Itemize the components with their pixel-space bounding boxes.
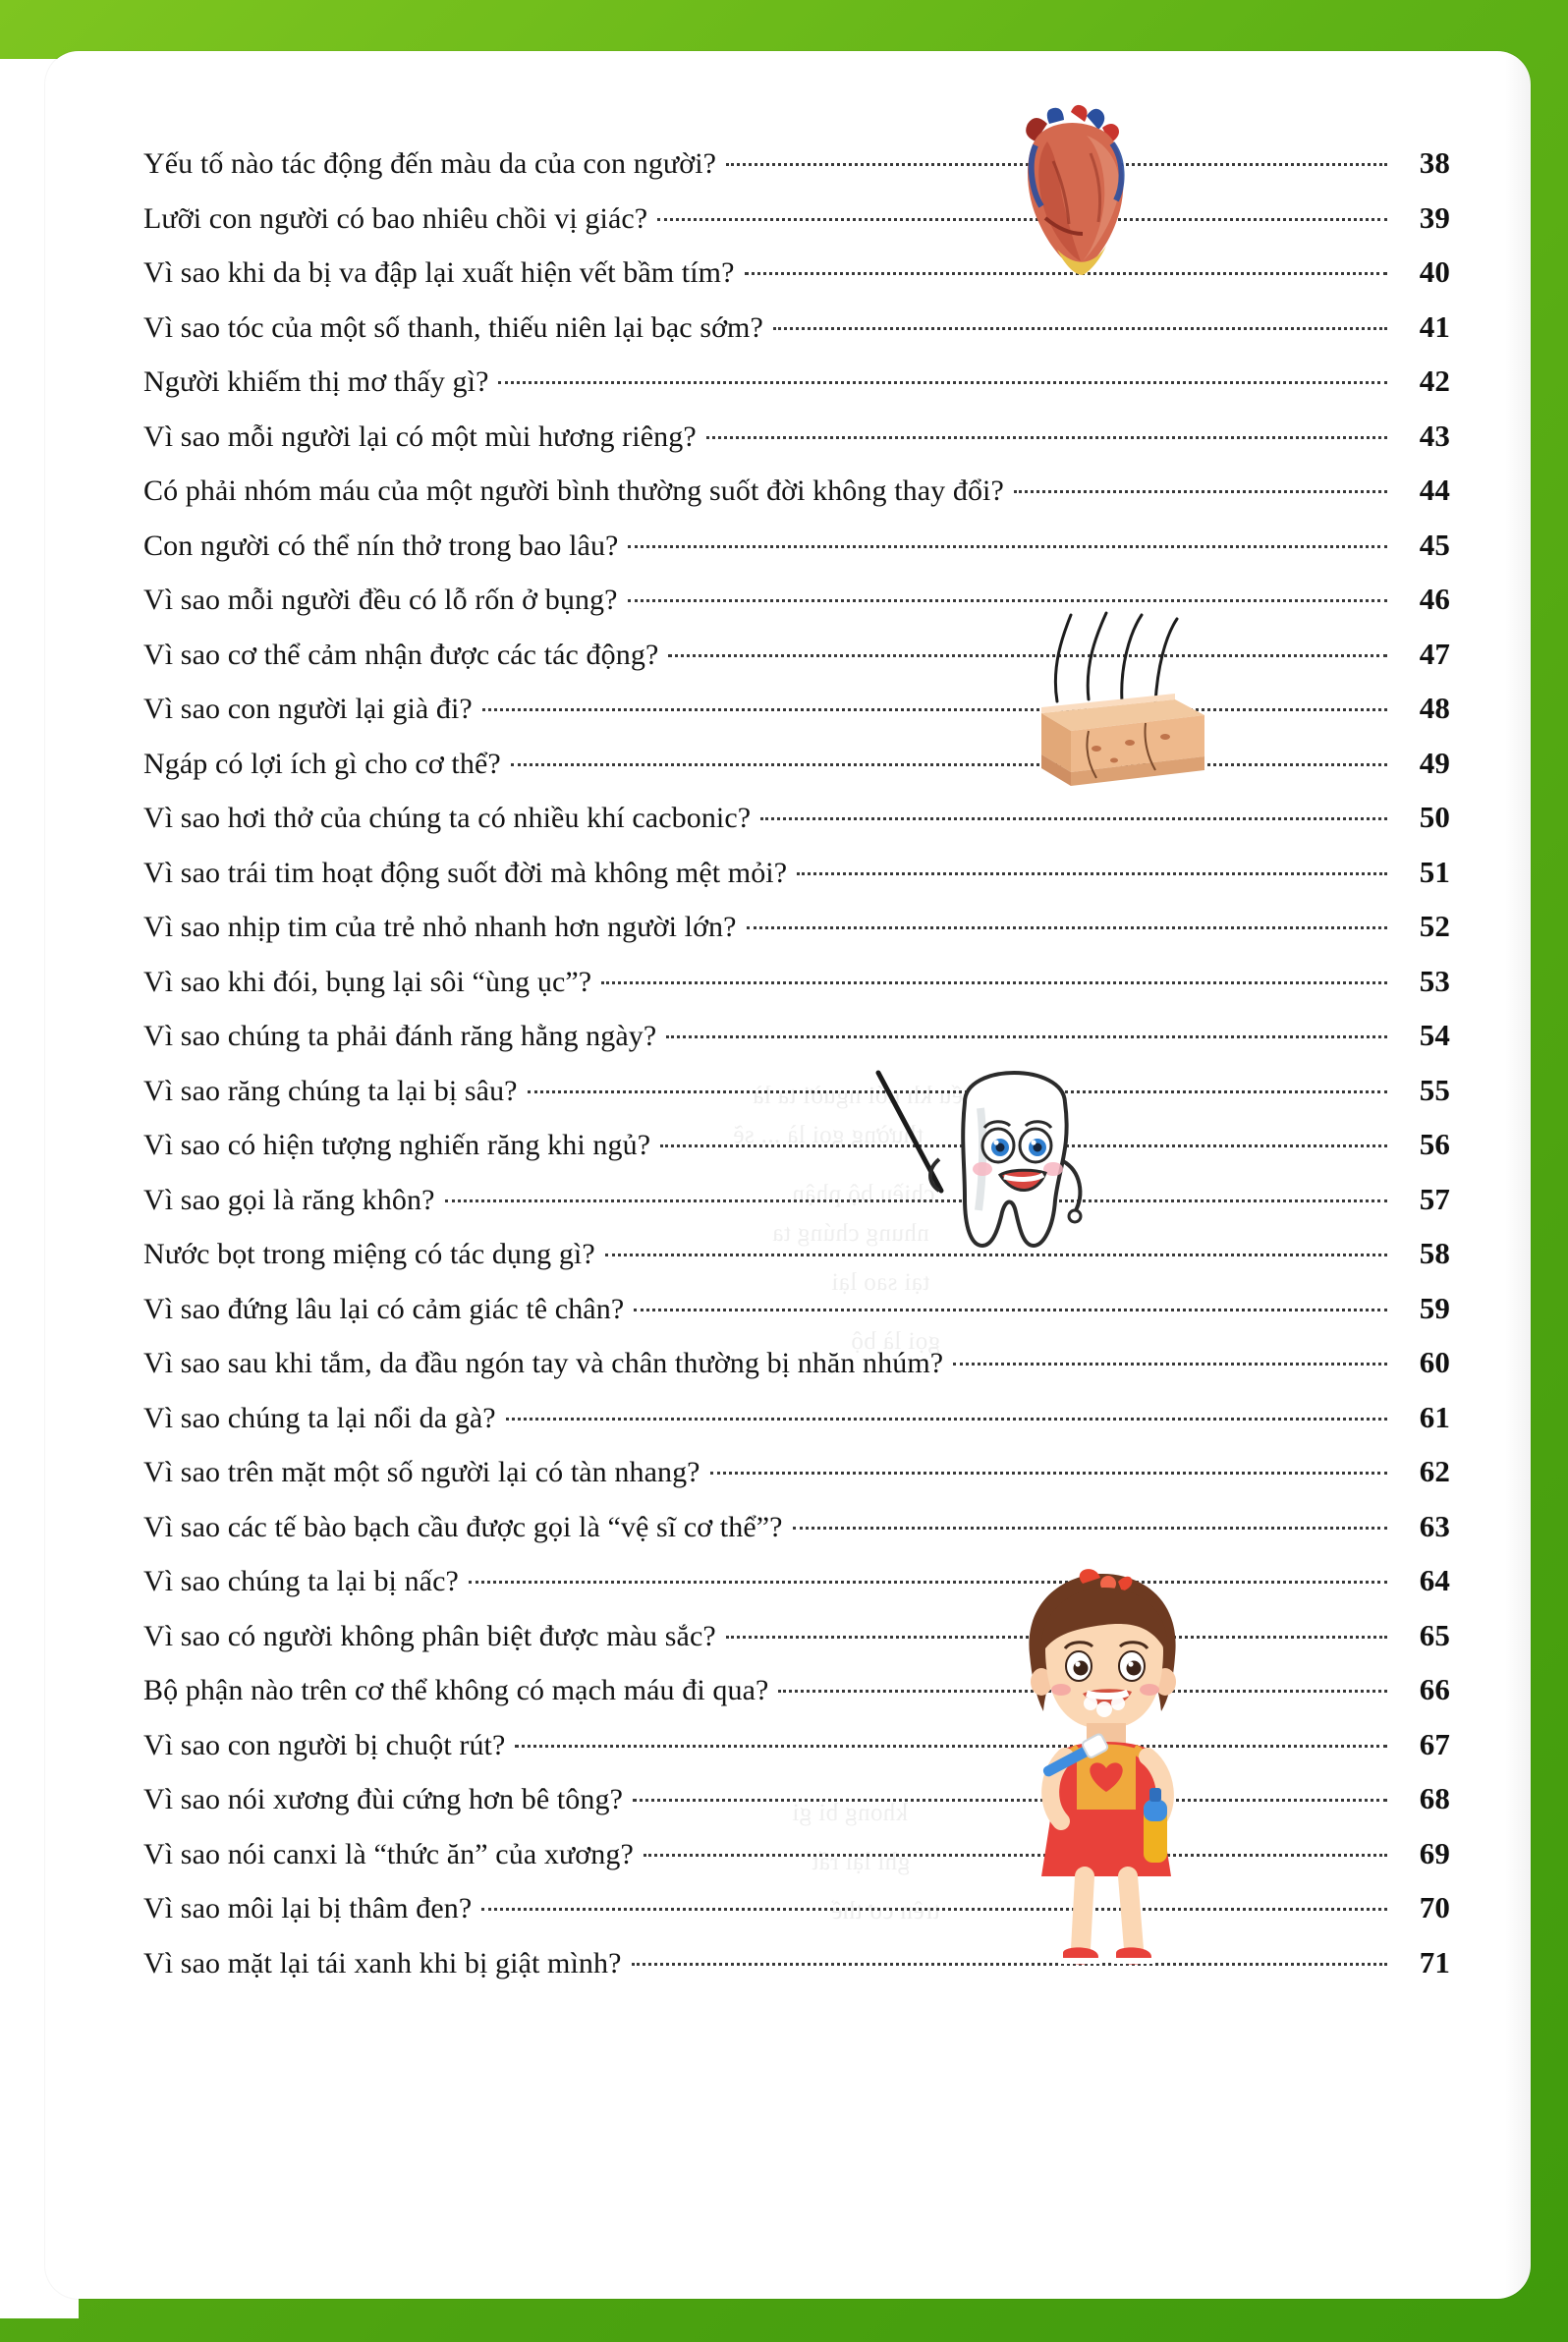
toc-entry-page-number: 40 — [1419, 254, 1450, 289]
toc-entry-title: Vì sao khi da bị va đập lại xuất hiện vết bầm tím? — [143, 256, 735, 289]
toc-entry[interactable] — [143, 473, 1450, 528]
toc-entry-title: Vì sao mỗi người đều có lỗ rốn ở bụng? — [143, 584, 618, 616]
toc-entry-page-number: 51 — [1419, 854, 1450, 889]
toc-entry-page-number: 52 — [1419, 909, 1450, 943]
table-of-contents — [143, 145, 1450, 1999]
toc-entry-page-number: 71 — [1419, 1944, 1450, 1980]
show-through-text: gọi là bộ — [851, 1328, 941, 1355]
toc-entry-page-number: 66 — [1419, 1672, 1450, 1706]
toc-entry-page-number: 57 — [1419, 1181, 1450, 1216]
toc-entry[interactable] — [143, 1563, 1450, 1618]
toc-entry[interactable] — [143, 1345, 1450, 1400]
show-through-text: ghi lại rất — [812, 1849, 911, 1875]
toc-entry[interactable] — [143, 909, 1450, 964]
toc-entry-title: Vì sao mặt lại tái xanh khi bị giật mình? — [143, 1946, 622, 1980]
toc-leader-dots — [506, 1418, 1387, 1421]
toc-leader-dots — [706, 436, 1387, 439]
toc-entry-page-number: 45 — [1419, 527, 1450, 562]
toc-leader-dots — [498, 381, 1387, 384]
page-edge-shadow — [1505, 51, 1531, 2299]
toc-leader-dots — [793, 1527, 1387, 1530]
toc-entry[interactable] — [143, 200, 1450, 255]
show-through-text: nhung chúng ta — [772, 1220, 929, 1247]
toc-leader-dots — [469, 1581, 1387, 1584]
toc-entry-title: Ngáp có lợi ích gì cho cơ thể? — [143, 747, 501, 780]
toc-leader-dots — [511, 763, 1387, 766]
toc-leader-dots — [633, 1799, 1387, 1802]
toc-entry-title: Vì sao chúng ta lại bị nấc? — [143, 1565, 459, 1597]
toc-entry[interactable] — [143, 1291, 1450, 1346]
toc-entry-title: Vì sao khi đói, bụng lại sôi “ùng ục”? — [143, 965, 592, 998]
toc-entry[interactable] — [143, 1618, 1450, 1673]
toc-entry-title: Vì sao chúng ta lại nổi da gà? — [143, 1401, 496, 1434]
toc-entry-title: Vì sao tóc của một số thanh, thiếu niên lại bạc sớm? — [143, 310, 763, 344]
toc-leader-dots — [710, 1472, 1387, 1475]
toc-entry-title: Vì sao môi lại bị thâm đen? — [143, 1892, 473, 1924]
toc-leader-dots — [601, 981, 1387, 984]
toc-entry-title: Vì sao nói canxi là “thức ăn” của xương? — [143, 1837, 634, 1870]
toc-entry-page-number: 48 — [1419, 691, 1450, 725]
toc-entry[interactable] — [143, 1182, 1450, 1237]
toc-leader-dots — [515, 1745, 1387, 1748]
toc-entry[interactable] — [143, 1400, 1450, 1455]
toc-entry-title: Vì sao chúng ta phải đánh răng hằng ngày? — [143, 1020, 657, 1052]
toc-entry-page-number: 39 — [1419, 199, 1450, 235]
toc-entry-page-number: 46 — [1419, 582, 1450, 616]
toc-entry-title: Vì sao đứng lâu lại có cảm giác tê chân? — [143, 1292, 625, 1325]
toc-entry[interactable] — [143, 582, 1450, 637]
toc-leader-dots — [628, 545, 1387, 548]
toc-leader-dots — [666, 1035, 1387, 1038]
show-through-text: tại sao lại — [831, 1269, 930, 1296]
toc-entry[interactable] — [143, 964, 1450, 1019]
toc-entry-page-number: 60 — [1419, 1345, 1450, 1379]
toc-entry[interactable] — [143, 1890, 1450, 1945]
toc-leader-dots — [628, 599, 1387, 602]
toc-entry-page-number: 65 — [1419, 1617, 1450, 1652]
toc-entry-page-number: 42 — [1419, 363, 1450, 398]
toc-entry[interactable] — [143, 855, 1450, 910]
toc-entry-page-number: 41 — [1419, 308, 1450, 344]
toc-entry-page-number: 43 — [1419, 418, 1450, 453]
toc-entry[interactable] — [143, 254, 1450, 309]
toc-entry-page-number: 62 — [1419, 1454, 1450, 1488]
toc-entry[interactable] — [143, 1727, 1450, 1782]
toc-entry[interactable] — [143, 1073, 1450, 1128]
toc-entry-title: Người khiếm thị mơ thấy gì? — [143, 365, 489, 398]
toc-entry[interactable] — [143, 1509, 1450, 1564]
toc-entry-page-number: 49 — [1419, 745, 1450, 780]
show-through-text: thường gọi là ... sẽ — [733, 1122, 924, 1148]
toc-entry-page-number: 58 — [1419, 1236, 1450, 1270]
toc-leader-dots — [657, 218, 1387, 221]
toc-entry-page-number: 56 — [1419, 1127, 1450, 1161]
toc-entry-title: Vì sao nhịp tim của trẻ nhỏ nhanh hơn người lớn? — [143, 911, 737, 943]
toc-entry[interactable] — [143, 800, 1450, 855]
toc-leader-dots — [1014, 490, 1387, 493]
toc-entry-page-number: 47 — [1419, 636, 1450, 671]
show-through-text: nếu kh nói nguời ta là — [753, 1083, 976, 1109]
toc-leader-dots — [528, 1090, 1387, 1093]
toc-leader-dots — [668, 654, 1387, 657]
toc-entry-page-number: 61 — [1419, 1399, 1450, 1434]
show-through-text: khong bi gi — [792, 1800, 909, 1826]
toc-entry-page-number: 70 — [1419, 1890, 1450, 1924]
book-page — [45, 51, 1531, 2299]
toc-entry-page-number: 69 — [1419, 1835, 1450, 1870]
toc-leader-dots — [605, 1254, 1387, 1256]
toc-entry-title: Vì sao gọi là răng khôn? — [143, 1183, 435, 1216]
toc-entry-title: Vì sao con người bị chuột rút? — [143, 1728, 506, 1761]
toc-leader-dots — [644, 1854, 1387, 1857]
toc-entry[interactable] — [143, 637, 1450, 692]
toc-entry-page-number: 67 — [1419, 1726, 1450, 1761]
toc-entry-title: Vì sao con người lại già đi? — [143, 693, 473, 725]
toc-entry-title: Vì sao có hiện tượng nghiến răng khi ngủ? — [143, 1129, 651, 1161]
toc-entry-page-number: 53 — [1419, 963, 1450, 998]
toc-leader-dots — [745, 272, 1387, 275]
toc-entry[interactable] — [143, 1945, 1450, 2000]
toc-leader-dots — [660, 1144, 1387, 1147]
toc-entry[interactable] — [143, 1454, 1450, 1509]
toc-entry[interactable] — [143, 1236, 1450, 1291]
toc-entry-title: Lưỡi con người có bao nhiêu chồi vị giác? — [143, 201, 648, 235]
toc-entry-title: Vì sao trên mặt một số người lại có tàn nhang? — [143, 1456, 700, 1488]
toc-entry[interactable] — [143, 418, 1450, 474]
toc-entry-title: Con người có thể nín thở trong bao lâu? — [143, 529, 619, 562]
toc-leader-dots — [773, 327, 1387, 330]
toc-leader-dots — [760, 817, 1387, 820]
toc-entry-page-number: 55 — [1419, 1072, 1450, 1107]
toc-entry[interactable] — [143, 528, 1450, 583]
toc-entry-title: Vì sao răng chúng ta lại bị sâu? — [143, 1074, 518, 1107]
toc-entry[interactable] — [143, 1781, 1450, 1836]
toc-entry-page-number: 38 — [1419, 145, 1450, 180]
toc-entry-title: Yếu tố nào tác động đến màu da của con người? — [143, 147, 717, 180]
toc-leader-dots — [778, 1690, 1387, 1693]
toc-leader-dots — [445, 1199, 1388, 1202]
toc-entry-page-number: 54 — [1419, 1018, 1450, 1052]
toc-entry[interactable] — [143, 363, 1450, 418]
show-through-text: chiều bộ phận — [792, 1181, 935, 1207]
toc-entry[interactable] — [143, 145, 1450, 200]
toc-entry-title: Có phải nhóm máu của một người bình thường suốt đời không thay đổi? — [143, 474, 1004, 507]
toc-entry-title: Vì sao sau khi tắm, da đầu ngón tay và chân thường bị nhăn nhúm? — [143, 1347, 944, 1379]
toc-leader-dots — [747, 926, 1387, 929]
toc-entry-title: Nước bọt trong miệng có tác dụng gì? — [143, 1238, 595, 1270]
toc-entry-title: Vì sao hơi thở của chúng ta có nhiều khí cacbonic? — [143, 802, 752, 834]
toc-leader-dots — [634, 1309, 1387, 1311]
toc-entry-title: Vì sao nói xương đùi cứng hơn bê tông? — [143, 1783, 623, 1815]
toc-entry-page-number: 68 — [1419, 1781, 1450, 1815]
toc-entry-page-number: 63 — [1419, 1508, 1450, 1543]
toc-entry-page-number: 44 — [1419, 473, 1450, 507]
toc-leader-dots — [797, 872, 1387, 875]
toc-entry-page-number: 64 — [1419, 1563, 1450, 1597]
toc-leader-dots — [482, 708, 1387, 711]
toc-entry-page-number: 50 — [1419, 800, 1450, 834]
toc-entry[interactable] — [143, 1127, 1450, 1182]
toc-entry[interactable] — [143, 1836, 1450, 1891]
toc-entry[interactable] — [143, 1018, 1450, 1073]
toc-entry-title: Vì sao mỗi người lại có một mùi hương riêng? — [143, 419, 697, 453]
toc-entry[interactable] — [143, 746, 1450, 801]
toc-entry-title: Vì sao các tế bào bạch cầu được gọi là “vệ sĩ cơ thể”? — [143, 1510, 783, 1543]
toc-leader-dots — [953, 1363, 1387, 1366]
toc-leader-dots — [481, 1908, 1387, 1911]
toc-entry[interactable] — [143, 309, 1450, 364]
toc-leader-dots — [726, 163, 1387, 166]
toc-entry[interactable] — [143, 1672, 1450, 1727]
show-through-text: trên cơ thể — [831, 1898, 940, 1924]
toc-entry-title: Vì sao trái tim hoạt động suốt đời mà không mệt mỏi? — [143, 856, 788, 889]
toc-entry-title: Vì sao cơ thể cảm nhận được các tác động? — [143, 638, 659, 671]
toc-entry-page-number: 59 — [1419, 1290, 1450, 1325]
toc-leader-dots — [632, 1963, 1387, 1966]
toc-entry[interactable] — [143, 691, 1450, 746]
toc-entry-title: Vì sao có người không phân biệt được màu sắc? — [143, 1619, 716, 1652]
toc-leader-dots — [726, 1636, 1387, 1639]
toc-entry-title: Bộ phận nào trên cơ thể không có mạch máu đi qua? — [143, 1674, 769, 1706]
